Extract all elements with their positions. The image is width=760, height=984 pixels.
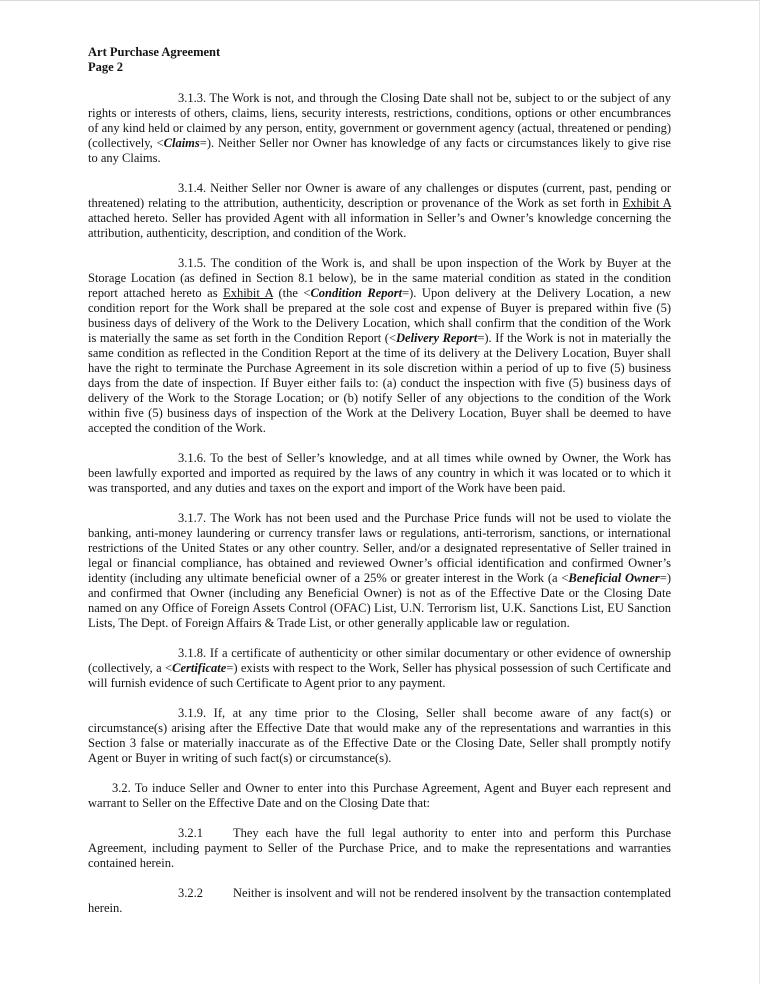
text-run: 3.1.5. The condition of the Work is, and shall be upon inspection of the Work by Buyer at the Storage Location (as defined in Section 8.1 below), be in the same material condition as stated in the condition report attached hereto as: [88, 256, 671, 300]
text-run: 3.1.4. Neither Seller nor Owner is aware of any challenges or disputes (current, past, pending or threatened) relating to the attribution, authenticity, description or provenance of the Work as set forth in: [88, 181, 671, 210]
text-run: =). Neither Seller nor Owner has knowledge of any facts or circumstances likely to give rise to any Claims.: [88, 136, 671, 165]
document-body: [88, 91, 671, 916]
page-number: Page 2: [88, 60, 124, 74]
para-3-1-3: [88, 91, 671, 166]
defined-term: Claims: [163, 136, 200, 150]
text-run: 3.1.3. The Work is not, and through the Closing Date shall not be, subject to or the subject of any rights or interests of others, claims, liens, security interests, restrictions, conditions, options or other encumbrances of any kind held or claimed by any person, entity, government or government agency (actual, threatened or pending) (collectively, <: [88, 91, 671, 150]
defined-term: Certificate: [172, 661, 227, 675]
text-run: =) exists with respect to the Work, Seller has physical possession of such Certificate and will furnish evidence of such Certificate to Agent prior to any payment.: [88, 661, 671, 690]
para-3-2-2: [88, 886, 671, 916]
text-run: =). If the Work is not in materially the same condition as reflected in the Condition Report at the time of its delivery at the Delivery Location, Buyer shall have the right to terminate the Purchase Agreement in its sole discretion within a period of up to five (5) business days from the date of inspection. If Buyer either fails to: (a) conduct the inspection with five (5) business days of delivery of the Work to the Storage Location; or (b) notify Seller of any objections to the condition of the Work within five (5) business days of inspection of the Work at the Delivery Location, Buyer shall be deemed to have accepted the condition of the Work.: [88, 331, 671, 435]
document-title: Art Purchase Agreement: [88, 45, 221, 59]
para-3-1-9: [88, 706, 671, 766]
text-run: (the <: [273, 286, 311, 300]
text-run: 3.2. To induce Seller and Owner to enter into this Purchase Agreement, Agent and Buyer each represent and warrant to Seller on the Effective Date and on the Closing Date that:: [88, 781, 671, 810]
text-run: 3.1.9. If, at any time prior to the Closing, Seller shall become aware of any fact(s) or circumstance(s) arising after the Effective Date that would make any of the representations and warranties in this Section 3 false or materially inaccurate as of the Effective Date or the Closing Date, Seller shall promptly notify Agent or Buyer in writing of such fact(s) or circumstance(s).: [88, 706, 671, 765]
text-run: 3.2.2: [178, 886, 203, 900]
text-run: =). Upon delivery at the Delivery Location, a new condition report for the Work shall be prepared at the sole cost and expense of Buyer is prepared within five (5) business days of delivery of the Work to the Delivery Location, which shall confirm that the condition of the Work is materially the same as set forth in the Condition Report (<: [88, 286, 671, 345]
underlined-text: Exhibit A: [223, 286, 274, 300]
para-3-2: [88, 781, 671, 811]
para-3-1-6: [88, 451, 671, 496]
para-3-2-1: [88, 826, 671, 871]
para-3-1-4: [88, 181, 671, 241]
text-run: 3.1.6. To the best of Seller’s knowledge, and at all times while owned by Owner, the Work has been lawfully exported and imported as required by the laws of any country in which it was located or to which it was transported, and any duties and taxes on the export and import of the Work have been paid.: [88, 451, 671, 495]
para-3-1-7: [88, 511, 671, 631]
defined-term: Delivery Report: [396, 331, 478, 345]
document-content: [88, 45, 671, 931]
text-run: 3.1.7. The Work has not been used and the Purchase Price funds will not be used to violate the banking, anti-money laundering or currency transfer laws or regulations, anti-terrorism, sanctions, or international restrictions of the United States or any other country. Seller, and/or a designated representative of Seller trained in legal or financial compliance, has obtained and reviewed Owner’s official identification and confirmed Owner’s identity (including any ultimate beneficial owner of a 25% or greater interest in the Work (a <: [88, 511, 671, 585]
para-3-1-5: [88, 256, 671, 436]
text-run: 3.2.1: [178, 826, 203, 840]
text-run: They each have the full legal authority to enter into and perform this Purchase Agreement, including payment to Seller of the Purchase Price, and to make the representations and warranties contained herein.: [88, 826, 671, 870]
defined-term: Beneficial Owner: [568, 571, 660, 585]
text-run: 3.1.8. If a certificate of authenticity or other similar documentary or other evidence of ownership (collectively, a <: [88, 646, 671, 675]
underlined-text: Exhibit A: [622, 196, 672, 210]
text-run: attached hereto. Seller has provided Agent with all information in Seller’s and Owner’s knowledge concerning the attribution, authenticity, description, and condition of the Work.: [88, 211, 671, 240]
text-run: =) and confirmed that Owner (including any Beneficial Owner) is not as of the Effective Date or the Closing Date named on any Office of Foreign Assets Control (OFAC) List, U.N. Terrorism list, U.K. Sanctions List, EU Sanction Lists, The Dept. of Foreign Affairs & Trade List, or other generally applicable law or regulation.: [88, 571, 671, 630]
document-header: [88, 45, 671, 75]
text-run: Neither is insolvent and will not be rendered insolvent by the transaction contemplated herein.: [88, 886, 671, 915]
para-3-1-8: [88, 646, 671, 691]
defined-term: Condition Report: [310, 286, 403, 300]
